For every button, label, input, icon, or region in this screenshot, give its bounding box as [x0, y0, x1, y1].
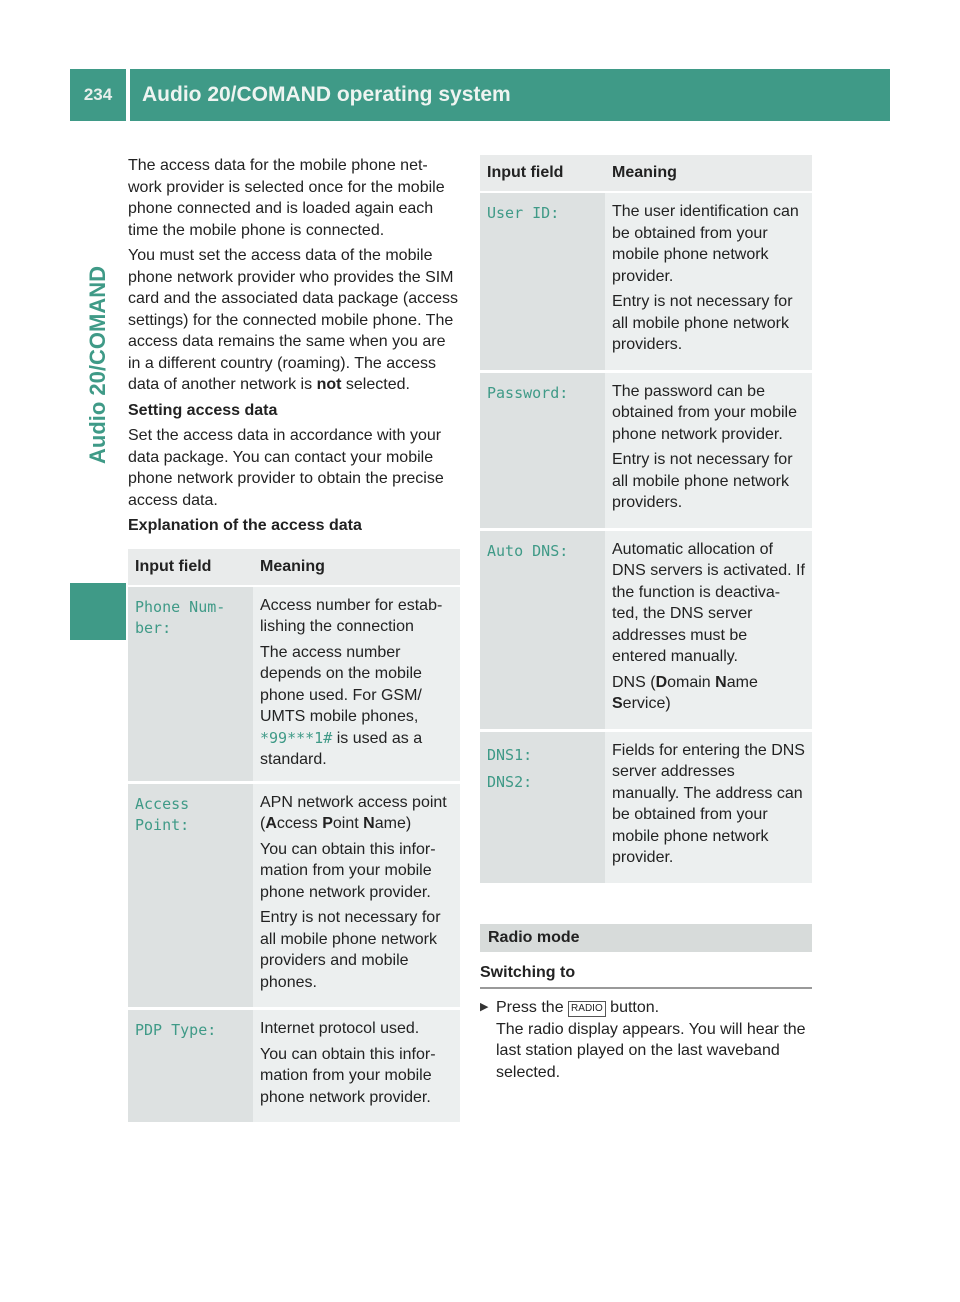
meaning-access-point: [253, 782, 460, 1009]
header-input-field: Input field: [480, 155, 605, 192]
meaning-text-part: APN network access point: [260, 793, 447, 811]
header-meaning: Meaning: [253, 549, 460, 586]
step-text: Press the: [496, 999, 564, 1016]
meaning-text: The password can be obtained from your mobile phone network provider.: [612, 382, 797, 443]
dial-code: *99***1#: [260, 728, 333, 747]
field-dns1-dns2: DNS1: DNS2:: [480, 730, 605, 884]
dns-part: N: [715, 673, 727, 691]
dns-part: DNS (: [612, 673, 656, 691]
access-data-table-1: [128, 549, 460, 1126]
setting-heading: Setting access data: [128, 401, 278, 419]
right-column: [480, 155, 812, 1083]
meaning-text: The user identification can be obtained from your mobile phone network provider.: [612, 203, 799, 285]
meaning-text: Entry is not necessary for all mobile phone network providers.: [612, 451, 793, 511]
meaning-text: Access number for estab-lishing the connection: [260, 596, 443, 635]
meaning-text-part: The access number depends on the mobile phone used. For GSM/ UMTS mobile phones,: [260, 643, 422, 725]
instruction-step: [480, 997, 812, 1083]
meaning-text: Entry is not necessary for all mobile phone network providers.: [612, 293, 793, 353]
field-phone-number: Phone Num- ber:: [128, 586, 253, 783]
table-row: [480, 371, 812, 529]
radio-button-icon: RADIO: [568, 1001, 606, 1017]
meaning-auto-dns: [605, 529, 812, 730]
header-input-field: Input field: [128, 549, 253, 586]
apn-part: P: [322, 815, 333, 832]
left-column: [128, 155, 460, 1125]
dns-part: ervice): [622, 695, 671, 712]
page-title: Audio 20/COMAND operating system: [130, 69, 890, 121]
table-header-row: [128, 549, 460, 586]
meaning-dns1-dns2: [605, 730, 812, 884]
table-row: [128, 1009, 460, 1124]
meaning-text: You can obtain this infor-mation from your mobile phone network provider.: [260, 840, 436, 901]
side-tab-label: Audio 20/COMAND: [85, 266, 110, 464]
intro-paragraph-2: [128, 245, 460, 396]
access-data-table-2: [480, 155, 812, 886]
meaning-text: You can obtain this infor-mation from your mobile phone network provider.: [260, 1045, 436, 1106]
meaning-text: Automatic allocation of DNS servers is activated. If the function is deactiva-ted, the DNS server addresses must be entered manually.: [612, 540, 805, 665]
apn-part: ame): [374, 815, 412, 832]
field-pdp-type: PDP Type:: [128, 1009, 253, 1124]
meaning-text-part: is used as a standard.: [260, 729, 423, 768]
setting-text: Set the access data in accordance with your data package. You can contact your mobile phone network provider to obtain the precise access data.: [128, 427, 444, 509]
table-row: [128, 586, 460, 783]
field-password: Password:: [480, 371, 605, 529]
meaning-phone-number: [253, 586, 460, 783]
intro-p2-text: You must set the access data of the mobile phone network provider who provides the SIM card and the associated data package (access settings) for the connected mobile phone. The access data remains the same when you are in a different country (roaming). The access data of another network is: [128, 247, 458, 393]
intro-paragraph-1: The access data for the mobile phone net-work provider is selected once for the mobile phone connected and is loaded again each time the mobile phone is connected.: [128, 157, 445, 239]
field-user-id: User ID:: [480, 192, 605, 371]
step-arrow-icon: ▶: [480, 1001, 489, 1013]
page-number: 234: [70, 69, 126, 121]
table-row: [480, 730, 812, 884]
field-access-point: Access Point:: [128, 782, 253, 1009]
header-meaning: Meaning: [605, 155, 812, 192]
meaning-text: Internet protocol used.: [260, 1020, 420, 1037]
intro-p2-bold: not: [316, 376, 342, 393]
meaning-text: [260, 792, 453, 835]
apn-part: A: [265, 815, 277, 832]
meaning-text: [260, 642, 453, 771]
apn-part: (: [260, 815, 266, 832]
step-result-text: The radio display appears. You will hear the last station played on the last waveband selected.: [496, 1020, 806, 1081]
apn-part: N: [363, 815, 375, 832]
dns-part: ame: [726, 673, 758, 691]
apn-part: oint: [332, 815, 364, 832]
apn-part: ccess: [276, 815, 323, 832]
step-text: button.: [610, 999, 660, 1016]
radio-mode-heading: Radio mode: [480, 924, 812, 952]
dns-part: D: [655, 673, 668, 691]
dns-part: omain: [667, 673, 716, 691]
table-row: [128, 782, 460, 1009]
meaning-password: [605, 371, 812, 529]
side-tab: [70, 128, 126, 602]
meaning-text: Fields for entering the DNS server addresses manually. The address can be obtained from your mobile phone network provider.: [612, 741, 805, 866]
table-row: [480, 192, 812, 371]
meaning-text: Entry is not necessary for all mobile phone network providers and mobile phones.: [260, 909, 441, 991]
switching-to-heading: Switching to: [480, 962, 812, 990]
meaning-user-id: [605, 192, 812, 371]
table-header-row: [480, 155, 812, 192]
intro-p2-end: selected.: [345, 376, 410, 393]
explanation-heading: Explanation of the access data: [128, 517, 362, 534]
dns-part: S: [612, 695, 623, 712]
meaning-text: [612, 672, 805, 715]
table-row: [480, 529, 812, 730]
field-auto-dns: Auto DNS:: [480, 529, 605, 730]
meaning-pdp-type: [253, 1009, 460, 1124]
side-marker: [70, 583, 126, 640]
